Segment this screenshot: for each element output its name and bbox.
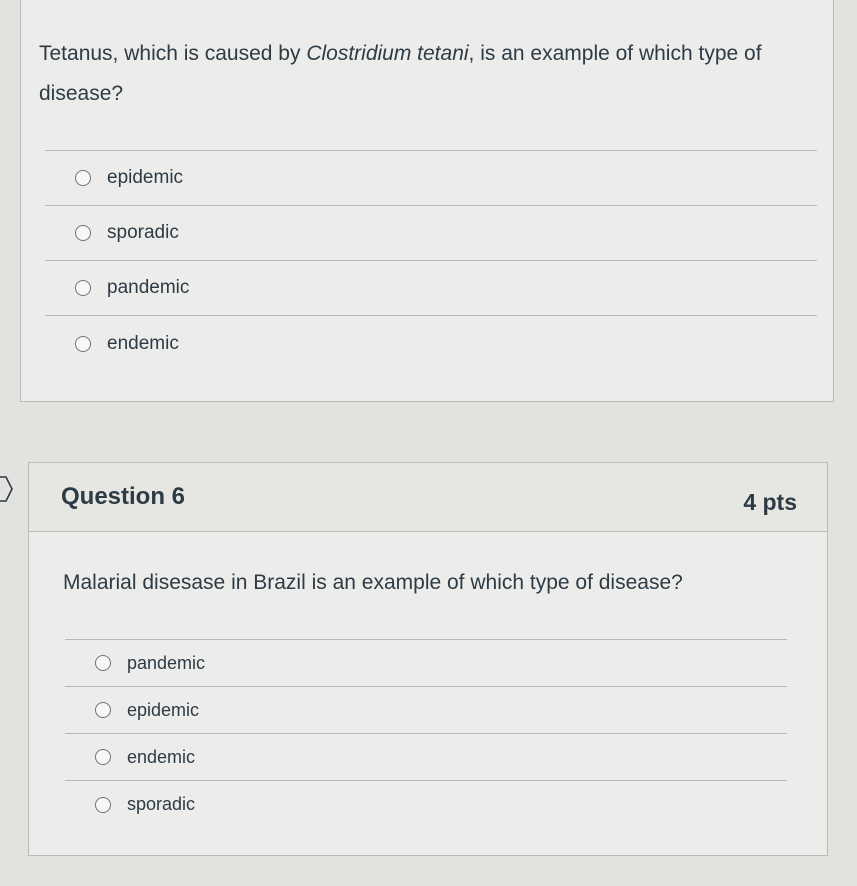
question-6-text: Malarial disesase in Brazil is an example of which type of disease? — [63, 571, 683, 594]
answer-label: sporadic — [127, 794, 196, 814]
radio-button[interactable] — [95, 655, 111, 671]
question-6-card — [28, 462, 828, 856]
answer-label: endemic — [127, 746, 196, 767]
answer-label: endemic — [107, 332, 179, 354]
question-points: 4 pts — [743, 489, 797, 515]
radio-button[interactable] — [95, 749, 111, 765]
question-6-header — [29, 463, 827, 532]
answer-label: epidemic — [107, 167, 184, 188]
radio-button[interactable] — [95, 702, 111, 718]
answer-label: pandemic — [127, 652, 206, 673]
answer-label: epidemic — [127, 699, 200, 720]
radio-button[interactable] — [75, 225, 91, 241]
question-5-card — [20, 0, 834, 402]
radio-button[interactable] — [75, 280, 91, 296]
radio-button[interactable] — [75, 170, 91, 186]
answer-option[interactable] — [65, 640, 787, 687]
radio-button[interactable] — [95, 797, 111, 813]
answer-label: pandemic — [107, 277, 190, 298]
answer-option[interactable] — [45, 316, 817, 371]
answer-option[interactable] — [45, 206, 817, 261]
question-5-text: Tetanus, which is caused by Clostridium tetani, is an example of which type of disease? — [39, 42, 762, 105]
answer-option[interactable] — [45, 151, 817, 206]
question-5-answers — [45, 150, 817, 371]
question-title: Question 6 — [61, 483, 186, 510]
answer-option[interactable] — [45, 261, 817, 316]
flag-icon[interactable] — [0, 476, 14, 502]
answer-option[interactable] — [65, 734, 787, 781]
question-6-answers — [65, 639, 787, 828]
radio-button[interactable] — [75, 336, 91, 352]
answer-option[interactable] — [65, 687, 787, 734]
answer-label: sporadic — [107, 222, 179, 243]
answer-option[interactable] — [65, 781, 787, 828]
